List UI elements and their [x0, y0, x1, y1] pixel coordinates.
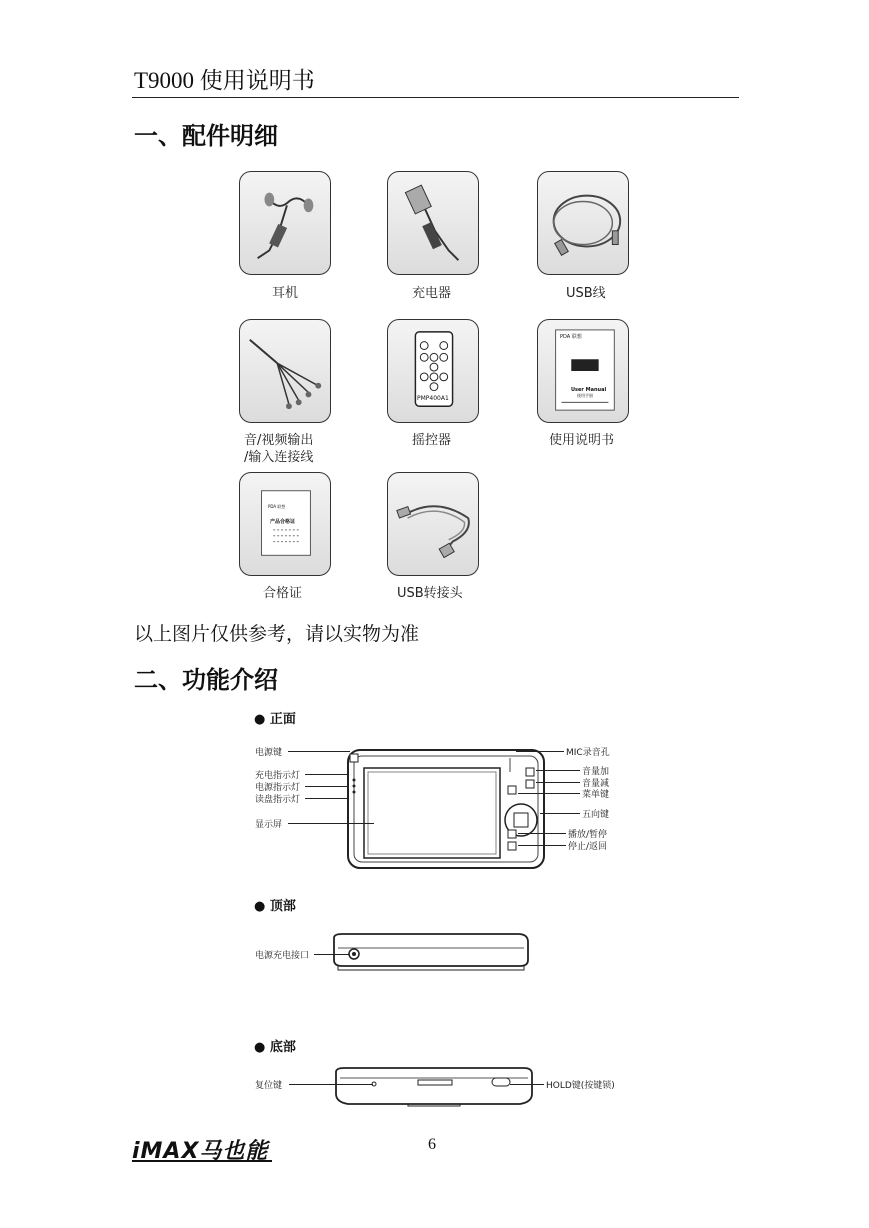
caption-charger: 充电器 [412, 286, 452, 301]
manual-brand: PDA 联想 [560, 334, 582, 340]
usb-cable-image [537, 171, 629, 275]
label-stop-back: 停止/返回 [568, 842, 608, 852]
leader-stop-back [518, 845, 566, 846]
label-mic: MIC录音孔 [566, 748, 610, 758]
leader-hold-key [510, 1084, 544, 1085]
label-power-indicator: 电源指示灯 [255, 783, 301, 793]
leader-power-charge-port [314, 954, 350, 955]
label-play-pause: 播放/暂停 [568, 830, 608, 840]
section-accessories-title: 一、配件明细 [134, 122, 278, 150]
charger-image [387, 171, 479, 275]
label-reset-key: 复位键 [255, 1081, 283, 1091]
label-five-way-key: 五向键 [582, 810, 610, 820]
certificate-cover-title: 产品合格证 [270, 519, 296, 525]
leader-reset-key [289, 1084, 373, 1085]
label-menu-key: 菜单键 [582, 790, 610, 800]
av-cable-image [239, 319, 331, 423]
device-front-diagram [340, 742, 550, 872]
leader-disk-indicator [305, 798, 349, 799]
caption-usb-cable: USB线 [566, 286, 606, 301]
top-heading: ● 顶部 [254, 899, 296, 914]
device-bottom-diagram [330, 1066, 538, 1108]
caption-earphone: 耳机 [272, 286, 299, 301]
manual-image [537, 319, 629, 423]
label-disk-indicator: 读盘指示灯 [255, 795, 301, 805]
leader-power-key [288, 751, 350, 752]
front-heading: ● 正面 [254, 712, 296, 727]
label-charge-indicator: 充电指示灯 [255, 771, 301, 781]
remote-image [387, 319, 479, 423]
certificate-brand: PDA 联想 [268, 504, 286, 509]
caption-certificate: 合格证 [263, 586, 303, 601]
remote-model-label: PMP400A1 [417, 395, 449, 402]
leader-charge-indicator [305, 774, 349, 775]
caption-av-cable: 音/视频输出 /输入连接线 [244, 433, 314, 465]
usb-adapter-image [387, 472, 479, 576]
label-power-key: 电源键 [255, 748, 283, 758]
leader-menu-key [518, 793, 580, 794]
leader-screen [288, 823, 374, 824]
document-title: T9000 使用说明书 [134, 68, 315, 93]
label-screen: 显示屏 [255, 820, 283, 830]
device-top-diagram [328, 930, 533, 972]
brand-logo: iMAX马也能 [132, 1139, 269, 1164]
manual-cover-title: User Manual [571, 387, 607, 393]
leader-volume-up [536, 770, 580, 771]
label-hold-key: HOLD键(按键锁) [546, 1081, 615, 1091]
label-volume-up: 音量加 [582, 767, 610, 777]
page-number: 6 [428, 1136, 436, 1153]
leader-mic [516, 751, 564, 752]
earphone-image [239, 171, 331, 275]
image-note: 以上图片仅供参考，请以实物为准 [134, 623, 420, 645]
leader-power-indicator [305, 786, 349, 787]
leader-five-way-key [540, 813, 580, 814]
section-features-title: 二、功能介绍 [134, 666, 278, 694]
label-power-charge-port: 电源充电接口 [255, 951, 310, 961]
manual-cover-subtitle: 使用手册 [577, 393, 593, 398]
label-volume-down: 音量减 [582, 779, 610, 789]
header-rule [132, 97, 739, 98]
caption-usb-adapter: USB转接头 [397, 586, 463, 601]
leader-volume-down [536, 782, 580, 783]
caption-manual: 使用说明书 [549, 433, 615, 448]
leader-play-pause [518, 833, 566, 834]
logo-underline [132, 1160, 272, 1162]
bottom-heading: ● 底部 [254, 1040, 296, 1055]
caption-remote: 摇控器 [412, 433, 452, 448]
